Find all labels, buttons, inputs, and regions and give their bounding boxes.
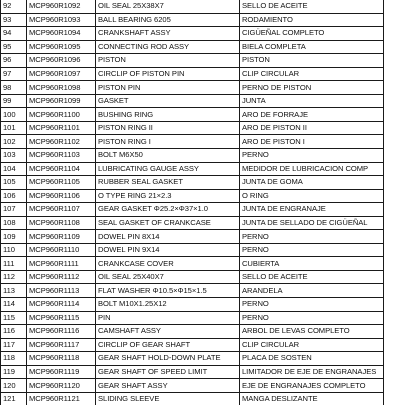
table-row	[1, 176, 384, 190]
part-name-english-cell: GEAR GASKET Φ25.2×Φ37×1.0	[96, 203, 240, 217]
part-code-cell: MCP960R1092	[27, 0, 96, 13]
part-code-cell: MCP960R1115	[27, 311, 96, 325]
table-row	[1, 298, 384, 312]
part-name-spanish-cell: MEDIDOR DE LUBRICACION COMP	[240, 162, 384, 176]
part-name-spanish-cell: RODAMIENTO	[240, 13, 384, 27]
part-name-english-cell: CIRCLIP OF GEAR SHAFT	[96, 338, 240, 352]
table-row	[1, 230, 384, 244]
part-code-cell: MCP960R1097	[27, 67, 96, 81]
part-code-cell: MCP960R1117	[27, 338, 96, 352]
part-code-cell: MCP960R1111	[27, 257, 96, 271]
item-number-cell: 99	[1, 94, 27, 108]
part-code-cell: MCP960R1098	[27, 81, 96, 95]
part-name-english-cell: BOLT M10X1.25X12	[96, 298, 240, 312]
table-row	[1, 27, 384, 41]
part-code-cell: MCP960R1109	[27, 230, 96, 244]
part-name-english-cell: CIRCLIP OF PISTON PIN	[96, 67, 240, 81]
part-name-spanish-cell: MANGA DESLIZANTE	[240, 392, 384, 405]
part-name-spanish-cell: ARBOL DE LEVAS COMPLETO	[240, 325, 384, 339]
item-number-cell: 108	[1, 216, 27, 230]
part-name-english-cell: GEAR SHAFT ASSY	[96, 379, 240, 393]
part-name-spanish-cell: PERNO	[240, 243, 384, 257]
table-row	[1, 94, 384, 108]
table-row	[1, 189, 384, 203]
table-row	[1, 311, 384, 325]
item-number-cell: 120	[1, 379, 27, 393]
part-name-spanish-cell: CLIP CIRCULAR	[240, 67, 384, 81]
item-number-cell: 109	[1, 230, 27, 244]
part-name-spanish-cell: ARO DE PISTON I	[240, 135, 384, 149]
table-row	[1, 67, 384, 81]
item-number-cell: 115	[1, 311, 27, 325]
table-row	[1, 325, 384, 339]
part-code-cell: MCP960R1095	[27, 40, 96, 54]
table-row	[1, 135, 384, 149]
part-name-english-cell: GASKET	[96, 94, 240, 108]
part-name-spanish-cell: CLIP CIRCULAR	[240, 338, 384, 352]
part-name-spanish-cell: PERNO	[240, 298, 384, 312]
part-code-cell: MCP960R1113	[27, 284, 96, 298]
item-number-cell: 107	[1, 203, 27, 217]
item-number-cell: 103	[1, 149, 27, 163]
part-name-english-cell: BUSHING RING	[96, 108, 240, 122]
part-code-cell: MCP960R1118	[27, 352, 96, 366]
part-name-english-cell: DOWEL PIN 9X14	[96, 243, 240, 257]
part-name-spanish-cell: PLACA DE SOSTEN	[240, 352, 384, 366]
part-name-english-cell: CRANKCASE COVER	[96, 257, 240, 271]
part-name-english-cell: OIL SEAL 25X40X7	[96, 270, 240, 284]
item-number-cell: 105	[1, 176, 27, 190]
table-row	[1, 379, 384, 393]
item-number-cell: 94	[1, 27, 27, 41]
part-name-english-cell: PISTON	[96, 54, 240, 68]
item-number-cell: 102	[1, 135, 27, 149]
part-code-cell: MCP960R1108	[27, 216, 96, 230]
item-number-cell: 95	[1, 40, 27, 54]
part-name-english-cell: PISTON PIN	[96, 81, 240, 95]
part-code-cell: MCP960R1102	[27, 135, 96, 149]
table-row	[1, 270, 384, 284]
part-code-cell: MCP960R1094	[27, 27, 96, 41]
part-name-spanish-cell: ARO DE FORRAJE	[240, 108, 384, 122]
table-row	[1, 0, 384, 13]
part-code-cell: MCP960R1099	[27, 94, 96, 108]
part-code-cell: MCP960R1119	[27, 365, 96, 379]
item-number-cell: 93	[1, 13, 27, 27]
item-number-cell: 112	[1, 270, 27, 284]
part-name-english-cell: DOWEL PIN 8X14	[96, 230, 240, 244]
part-code-cell: MCP960R1112	[27, 270, 96, 284]
item-number-cell: 101	[1, 121, 27, 135]
part-name-english-cell: RUBBER SEAL GASKET	[96, 176, 240, 190]
table-row	[1, 216, 384, 230]
table-row	[1, 13, 384, 27]
part-code-cell: MCP960R1121	[27, 392, 96, 405]
part-name-spanish-cell: JUNTA DE ENGRANAJE	[240, 203, 384, 217]
item-number-cell: 100	[1, 108, 27, 122]
part-name-spanish-cell: PERNO	[240, 149, 384, 163]
item-number-cell: 114	[1, 298, 27, 312]
part-name-english-cell: SLIDING SLEEVE	[96, 392, 240, 405]
part-name-spanish-cell: BIELA COMPLETA	[240, 40, 384, 54]
part-name-spanish-cell: EJE DE ENGRANAJES COMPLETO	[240, 379, 384, 393]
part-name-spanish-cell: SELLO DE ACEITE	[240, 270, 384, 284]
part-name-spanish-cell: ARANDELA	[240, 284, 384, 298]
part-code-cell: MCP960R1107	[27, 203, 96, 217]
item-number-cell: 117	[1, 338, 27, 352]
item-number-cell: 119	[1, 365, 27, 379]
table-row	[1, 352, 384, 366]
part-code-cell: MCP960R1103	[27, 149, 96, 163]
part-name-spanish-cell: PERNO DE PISTON	[240, 81, 384, 95]
item-number-cell: 106	[1, 189, 27, 203]
table-row	[1, 108, 384, 122]
part-name-spanish-cell: JUNTA	[240, 94, 384, 108]
part-name-english-cell: CRANKSHAFT ASSY	[96, 27, 240, 41]
part-code-cell: MCP960R1104	[27, 162, 96, 176]
part-code-cell: MCP960R1100	[27, 108, 96, 122]
part-code-cell: MCP960R1114	[27, 298, 96, 312]
part-code-cell: MCP960R1110	[27, 243, 96, 257]
part-name-english-cell: LUBRICATING GAUGE ASSY	[96, 162, 240, 176]
table-row	[1, 203, 384, 217]
part-code-cell: MCP960R1093	[27, 13, 96, 27]
part-name-english-cell: PISTON RING II	[96, 121, 240, 135]
part-code-cell: MCP960R1105	[27, 176, 96, 190]
part-name-english-cell: GEAR SHAFT HOLD-DOWN PLATE	[96, 352, 240, 366]
part-name-english-cell: CAMSHAFT ASSY	[96, 325, 240, 339]
table-row	[1, 365, 384, 379]
table-row	[1, 243, 384, 257]
part-name-spanish-cell: JUNTA DE SELLADO DE CIGÜEÑAL	[240, 216, 384, 230]
part-name-english-cell: PIN	[96, 311, 240, 325]
part-name-english-cell: PISTON RING I	[96, 135, 240, 149]
part-name-english-cell: FLAT WASHER Φ10.5×Φ15×1.5	[96, 284, 240, 298]
part-name-spanish-cell: O RING	[240, 189, 384, 203]
item-number-cell: 104	[1, 162, 27, 176]
part-name-english-cell: BOLT M6X50	[96, 149, 240, 163]
table-row	[1, 338, 384, 352]
item-number-cell: 111	[1, 257, 27, 271]
table-row	[1, 162, 384, 176]
part-code-cell: MCP960R1116	[27, 325, 96, 339]
item-number-cell: 121	[1, 392, 27, 405]
part-name-spanish-cell: CUBIERTA	[240, 257, 384, 271]
parts-table-body	[1, 0, 384, 405]
item-number-cell: 110	[1, 243, 27, 257]
part-name-spanish-cell: LIMITADOR DE EJE DE ENGRANAJES	[240, 365, 384, 379]
part-name-spanish-cell: SELLO DE ACEITE	[240, 0, 384, 13]
part-code-cell: MCP960R1096	[27, 54, 96, 68]
table-row	[1, 257, 384, 271]
part-name-spanish-cell: PERNO	[240, 230, 384, 244]
table-row	[1, 284, 384, 298]
table-row	[1, 121, 384, 135]
table-row	[1, 81, 384, 95]
item-number-cell: 113	[1, 284, 27, 298]
part-code-cell: MCP960R1101	[27, 121, 96, 135]
part-code-cell: MCP960R1106	[27, 189, 96, 203]
part-name-english-cell: CONNECTING ROD ASSY	[96, 40, 240, 54]
table-row	[1, 40, 384, 54]
part-name-spanish-cell: PERNO	[240, 311, 384, 325]
table-row	[1, 149, 384, 163]
part-name-spanish-cell: JUNTA DE GOMA	[240, 176, 384, 190]
part-code-cell: MCP960R1120	[27, 379, 96, 393]
part-name-english-cell: SEAL GASKET OF CRANKCASE	[96, 216, 240, 230]
part-name-english-cell: O TYPE RING 21×2.3	[96, 189, 240, 203]
part-name-spanish-cell: ARO DE PISTON II	[240, 121, 384, 135]
item-number-cell: 97	[1, 67, 27, 81]
item-number-cell: 118	[1, 352, 27, 366]
table-row	[1, 54, 384, 68]
item-number-cell: 92	[1, 0, 27, 13]
item-number-cell: 98	[1, 81, 27, 95]
table-row	[1, 392, 384, 405]
item-number-cell: 96	[1, 54, 27, 68]
part-name-spanish-cell: CIGÜEÑAL COMPLETO	[240, 27, 384, 41]
part-name-english-cell: OIL SEAL 25X38X7	[96, 0, 240, 13]
part-name-english-cell: BALL BEARING 6205	[96, 13, 240, 27]
part-name-spanish-cell: PISTON	[240, 54, 384, 68]
item-number-cell: 116	[1, 325, 27, 339]
part-name-english-cell: GEAR SHAFT OF SPEED LIMIT	[96, 365, 240, 379]
